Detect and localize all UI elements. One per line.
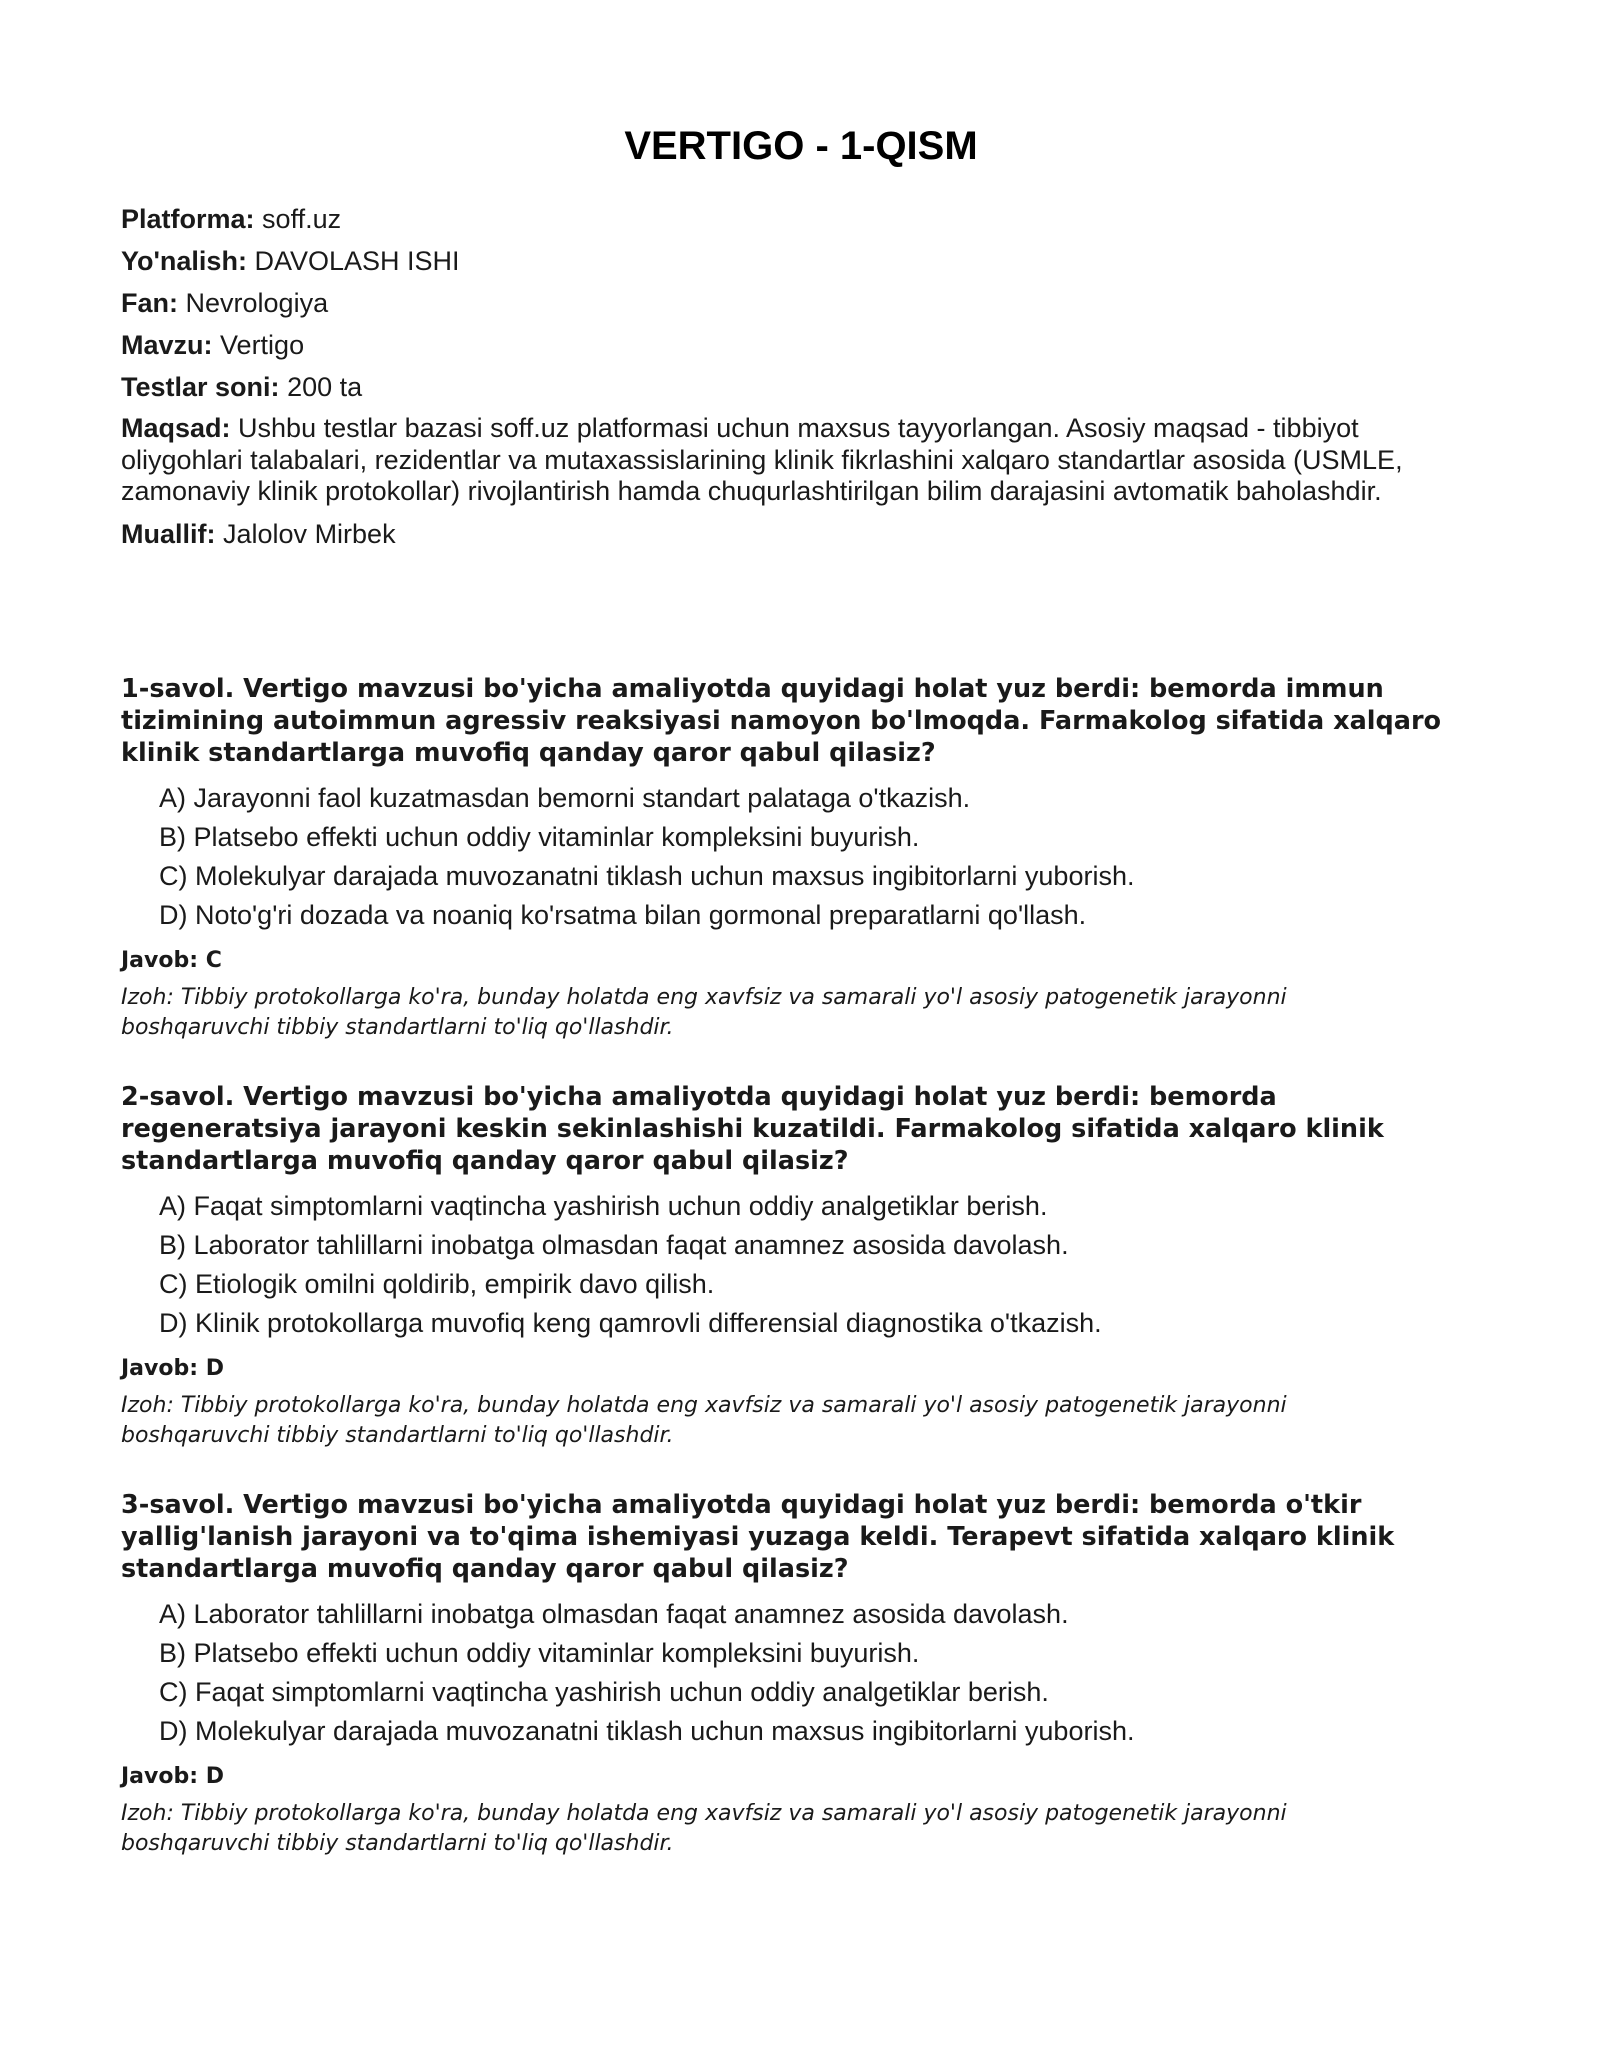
meta-topic-value: Vertigo — [220, 330, 305, 360]
answer-option: B) Platsebo effekti uchun oddiy vitaminlar kompleksini buyurish. — [159, 822, 920, 852]
answer-option: C) Molekulyar darajada muvozanatni tiklash uchun maxsus ingibitorlarni yuborish. — [159, 861, 1135, 891]
correct-answer: Javob: D — [121, 1764, 224, 1789]
meta-tests-label: Testlar soni: — [121, 372, 280, 402]
meta-author-label: Muallif: — [121, 518, 216, 549]
document-title: VERTIGO - 1-QISM — [624, 124, 978, 168]
answer-option: D) Molekulyar darajada muvozanatni tiklash uchun maxsus ingibitorlarni yuborish. — [159, 1716, 1135, 1746]
answer-options — [121, 1187, 1481, 1343]
meta-topic — [121, 329, 1461, 361]
answer-option: C) Faqat simptomlarni vaqtincha yashirish uchun oddiy analgetiklar berish. — [159, 1677, 1049, 1707]
meta-subject — [121, 287, 1461, 319]
answer-explanation: Izoh: Tibbiy protokollarga ko'ra, bunday holatda eng xavfsiz va samarali yo'l asosiy patogenetik jarayonni boshqaruvchi tibbiy standartlarni to'liq qo'llashdir. — [121, 1393, 1287, 1448]
meta-goal-label: Maqsad: — [121, 413, 231, 443]
meta-subject-label: Fan: — [121, 288, 178, 318]
answer-option: C) Etiologik omilni qoldirib, empirik davo qilish. — [159, 1269, 715, 1299]
meta-direction-value: DAVOLASH ISHI — [254, 246, 460, 276]
meta-direction-label: Yo'nalish: — [121, 246, 247, 276]
meta-platform-value: soff.uz — [262, 204, 342, 234]
meta-tests-value: 200 ta — [287, 372, 363, 402]
question-block — [121, 1081, 1481, 1489]
document-metadata — [121, 203, 1461, 560]
question-block — [121, 673, 1481, 1081]
meta-platform — [121, 203, 1461, 235]
answer-explanation: Izoh: Tibbiy protokollarga ko'ra, bunday holatda eng xavfsiz va samarali yo'l asosiy patogenetik jarayonni boshqaruvchi tibbiy standartlarni to'liq qo'llashdir. — [121, 985, 1287, 1040]
meta-goal — [121, 413, 1461, 508]
answer-option: A) Faqat simptomlarni vaqtincha yashirish uchun oddiy analgetiklar berish. — [159, 1191, 1048, 1221]
meta-topic-label: Mavzu: — [121, 330, 213, 360]
answer-option: A) Laborator tahlillarni inobatga olmasdan faqat anamnez asosida davolash. — [159, 1599, 1069, 1629]
question-text: 2-savol. Vertigo mavzusi bo'yicha amaliyotda quyidagi holat yuz berdi: bemorda regeneratsiya jarayoni keskin sekinlashishi kuzatildi. Farmakolog sifatida xalqaro klinik standartlarga muvofiq qanday qaror qabul qilasiz? — [121, 1082, 1384, 1176]
meta-author-value: Jalolov Mirbek — [223, 518, 396, 549]
meta-goal-value: Ushbu testlar bazasi soff.uz platformasi uchun maxsus tayyorlangan. Asosiy maqsad - tibbiyot oliygohlari talabalari, rezidentlar va mutaxassislarining klinik fikrlashini xalqaro standartlar asosida (USMLE, zamonaviy klinik protokollar) rivojlantirish hamda chuqurlashtirilgan bilim darajasini avtomatik baholashdir. — [121, 413, 1403, 506]
meta-subject-value: Nevrologiya — [185, 288, 329, 318]
answer-options — [121, 779, 1481, 935]
meta-tests-count — [121, 371, 1461, 403]
question-text: 1-savol. Vertigo mavzusi bo'yicha amaliyotda quyidagi holat yuz berdi: bemorda immun tizimining autoimmun agressiv reaksiyasi namoyon bo'lmoqda. Farmakolog sifatida xalqaro klinik standartlarga muvofiq qanday qaror qabul qilasiz? — [121, 674, 1442, 768]
question-block — [121, 1489, 1481, 1897]
answer-option: D) Klinik protokollarga muvofiq keng qamrovli differensial diagnostika o'tkazish. — [159, 1308, 1102, 1338]
answer-option: B) Laborator tahlillarni inobatga olmasdan faqat anamnez asosida davolash. — [159, 1230, 1069, 1260]
correct-answer: Javob: D — [121, 1356, 224, 1381]
question-text: 3-savol. Vertigo mavzusi bo'yicha amaliyotda quyidagi holat yuz berdi: bemorda o'tkir yallig'lanish jarayoni va to'qima ishemiyasi yuzaga keldi. Terapevt sifatida xalqaro klinik standartlarga muvofiq qanday qaror qabul qilasiz? — [121, 1490, 1395, 1584]
questions-list — [121, 673, 1481, 1897]
answer-option: A) Jarayonni faol kuzatmasdan bemorni standart palataga o'tkazish. — [159, 783, 971, 813]
meta-author — [121, 518, 1461, 550]
meta-direction — [121, 245, 1461, 277]
meta-platform-label: Platforma: — [121, 204, 255, 234]
answer-explanation: Izoh: Tibbiy protokollarga ko'ra, bunday holatda eng xavfsiz va samarali yo'l asosiy patogenetik jarayonni boshqaruvchi tibbiy standartlarni to'liq qo'llashdir. — [121, 1801, 1287, 1856]
correct-answer: Javob: C — [121, 948, 222, 973]
answer-option: B) Platsebo effekti uchun oddiy vitaminlar kompleksini buyurish. — [159, 1638, 920, 1668]
answer-options — [121, 1595, 1481, 1751]
answer-option: D) Noto'g'ri dozada va noaniq ko'rsatma bilan gormonal preparatlarni qo'llash. — [159, 900, 1087, 930]
